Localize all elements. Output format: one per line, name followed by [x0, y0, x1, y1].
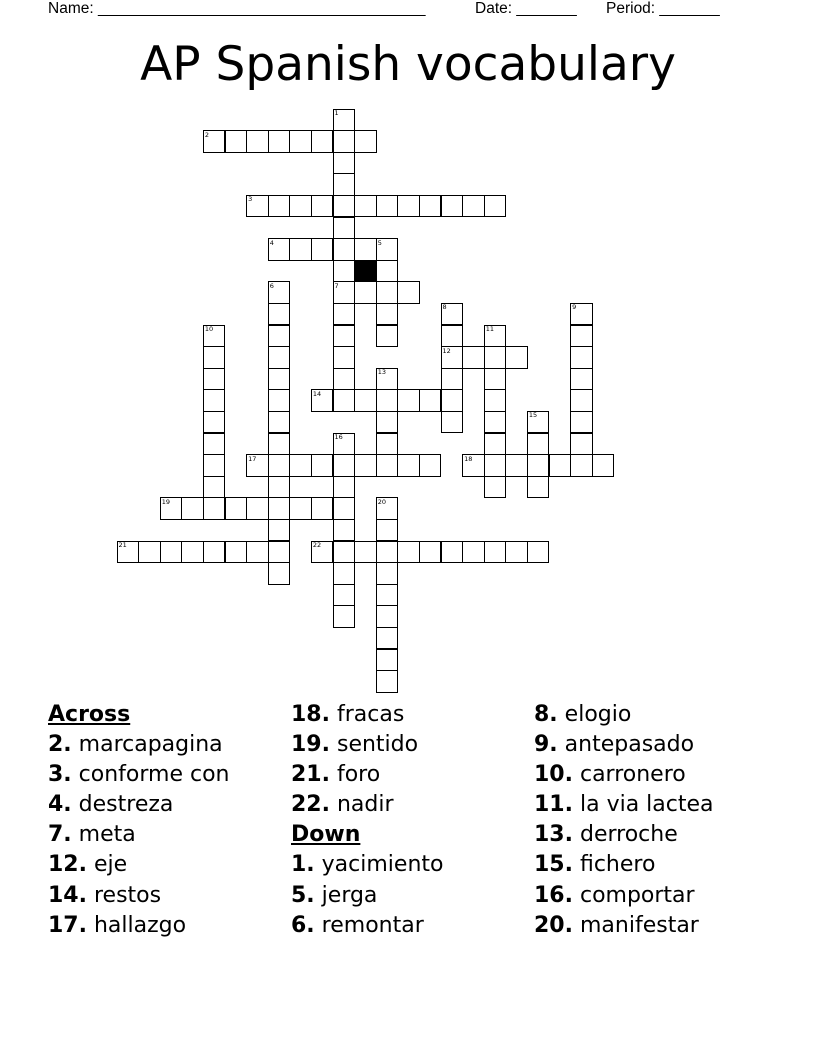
crossword-cell[interactable] — [376, 433, 399, 456]
clue-heading-line — [291, 820, 443, 850]
clue-number: 4 — [269, 238, 274, 247]
crossword-cell[interactable] — [570, 325, 593, 348]
crossword-cell[interactable] — [333, 562, 356, 585]
crossword-cell[interactable] — [419, 541, 442, 564]
crossword-cell[interactable] — [376, 195, 399, 218]
crossword-cell[interactable] — [484, 454, 507, 477]
clue-item-text: meta — [71, 822, 136, 848]
crossword-cell[interactable] — [333, 325, 356, 348]
crossword-cell[interactable] — [333, 389, 356, 412]
clue-item-number: 10. — [534, 762, 573, 788]
clue-number: 21 — [118, 541, 127, 549]
clue-item — [291, 881, 443, 911]
clue-item — [534, 760, 714, 790]
clue-item-number: 18. — [291, 702, 330, 727]
crossword-cell[interactable] — [505, 346, 528, 369]
clue-number: 8 — [442, 303, 447, 312]
crossword-cell[interactable] — [225, 541, 248, 564]
crossword-cell[interactable] — [505, 541, 528, 564]
clue-item-number: 4. — [48, 792, 72, 818]
clue-item-text: yacimiento — [314, 852, 444, 878]
crossword-cell[interactable] — [268, 346, 291, 369]
crossword-cell[interactable] — [441, 411, 464, 434]
crossword-cell[interactable] — [354, 281, 377, 304]
crossword-cell[interactable] — [333, 368, 356, 391]
clue-item-text: conforme con — [71, 762, 230, 788]
crossword-cell[interactable] — [354, 130, 377, 153]
crossword-cell[interactable] — [333, 260, 356, 283]
clue-item — [534, 911, 714, 941]
clue-item-text: antepasado — [557, 732, 695, 758]
crossword-cell[interactable] — [333, 541, 356, 564]
crossword-cell[interactable] — [333, 195, 356, 218]
clue-item-text: hallazgo — [86, 912, 187, 938]
crossword-cell[interactable] — [376, 411, 399, 434]
clue-item-text: remontar — [314, 912, 424, 938]
clue-item-number: 2. — [48, 732, 72, 758]
crossword-cell[interactable] — [268, 368, 291, 391]
crossword-cell[interactable] — [441, 195, 464, 218]
clue-item-text: carronero — [572, 762, 686, 788]
clue-item-text: la via lactea — [572, 792, 714, 818]
crossword-cell[interactable] — [268, 195, 291, 218]
clue-column-3 — [534, 700, 714, 941]
crossword-cell[interactable] — [333, 454, 356, 477]
crossword-cell[interactable] — [268, 433, 291, 456]
crossword-cell[interactable] — [333, 173, 356, 196]
clue-item — [291, 911, 443, 941]
crossword-cell[interactable] — [527, 476, 550, 499]
crossword-cell[interactable] — [462, 346, 485, 369]
crossword-cell[interactable] — [246, 541, 269, 564]
crossword-cell[interactable] — [397, 389, 420, 412]
clue-number: 14 — [312, 389, 322, 398]
crossword-cell[interactable] — [397, 281, 420, 304]
clue-number: 16 — [334, 433, 343, 441]
crossword-cell[interactable] — [203, 389, 226, 412]
clue-number: 18 — [464, 454, 473, 463]
crossword-cell[interactable] — [527, 454, 550, 477]
clue-item — [48, 820, 230, 850]
crossword-cell[interactable] — [376, 454, 399, 477]
crossword-cell[interactable] — [484, 389, 507, 412]
clue-item-number: 6. — [291, 912, 315, 938]
crossword-cell[interactable] — [397, 195, 420, 218]
crossword-cell[interactable] — [462, 195, 485, 218]
crossword-cell[interactable] — [333, 476, 356, 499]
clue-item-text: sentido — [329, 732, 419, 758]
clue-item — [291, 790, 443, 820]
clue-item — [48, 850, 230, 880]
crossword-cell[interactable] — [268, 303, 291, 326]
clue-column-1 — [48, 700, 230, 941]
crossword-cell[interactable] — [570, 346, 593, 369]
crossword-cell[interactable] — [419, 389, 442, 412]
crossword-cell[interactable] — [203, 433, 226, 456]
crossword-cell[interactable] — [376, 519, 399, 542]
crossword-cell[interactable] — [203, 497, 226, 520]
crossword-cell[interactable] — [268, 325, 291, 348]
crossword-cell[interactable] — [333, 152, 356, 175]
crossword-cell[interactable] — [527, 541, 550, 564]
clue-number: 3 — [248, 195, 253, 204]
clue-item — [534, 850, 714, 880]
clue-item-text: jerga — [314, 882, 378, 908]
crossword-cell[interactable] — [549, 454, 572, 477]
clue-number: 1 — [334, 109, 339, 117]
crossword-cell[interactable] — [203, 368, 226, 391]
crossword-cell[interactable] — [505, 454, 528, 477]
crossword-cell[interactable] — [203, 476, 226, 499]
crossword-cell[interactable] — [203, 346, 226, 369]
clue-item — [534, 881, 714, 911]
clue-number: 7 — [334, 281, 339, 290]
crossword-cell[interactable] — [203, 541, 226, 564]
clue-item-text: foro — [329, 762, 381, 788]
crossword-cell[interactable] — [333, 238, 356, 261]
crossword-cell[interactable] — [289, 130, 312, 153]
clue-item-number: 7. — [48, 822, 72, 848]
clue-item-number: 17. — [48, 912, 87, 938]
clue-item-number: 19. — [291, 732, 330, 758]
crossword-cell[interactable] — [203, 411, 226, 434]
clue-number: 20 — [377, 497, 386, 506]
clue-heading-line — [48, 700, 230, 730]
clue-item-number: 11. — [534, 792, 573, 818]
clue-item-number: 14. — [48, 882, 87, 908]
crossword-cell[interactable] — [225, 497, 248, 520]
clue-number: 15 — [528, 411, 538, 420]
clue-number: 19 — [161, 497, 170, 506]
crossword-cell[interactable] — [484, 433, 507, 456]
crossword-cell[interactable] — [570, 454, 593, 477]
crossword-cell[interactable] — [592, 454, 615, 477]
crossword-cell[interactable] — [354, 238, 377, 261]
crossword-cell[interactable] — [246, 130, 269, 153]
clue-item-text: fracas — [329, 702, 405, 727]
crossword-cell[interactable] — [289, 454, 312, 477]
crossword-cell[interactable] — [354, 454, 377, 477]
crossword-cell[interactable] — [376, 562, 399, 585]
crossword-cell[interactable] — [376, 649, 399, 672]
crossword-cell[interactable] — [225, 130, 248, 153]
crossword-cell[interactable] — [268, 519, 291, 542]
crossword-cell[interactable] — [570, 433, 593, 456]
clue-item — [48, 790, 230, 820]
clue-number: 12 — [442, 346, 451, 355]
clue-item-number: 3. — [48, 762, 72, 788]
crossword-cell[interactable] — [333, 605, 356, 628]
clue-item-number: 13. — [534, 822, 573, 848]
clue-number: 13 — [377, 368, 386, 377]
clue-item-number: 22. — [291, 792, 330, 818]
crossword-cell[interactable] — [484, 195, 507, 218]
crossword-cell[interactable] — [268, 389, 291, 412]
clue-number: 22 — [312, 541, 322, 549]
crossword-cell[interactable] — [441, 368, 464, 391]
crossword-cell[interactable] — [570, 411, 593, 434]
clue-item-number: 20. — [534, 912, 573, 938]
clue-item-text: destreza — [71, 792, 174, 818]
date-field-label: Date: _______ — [475, 0, 577, 17]
clue-item — [48, 881, 230, 911]
crossword-cell[interactable] — [354, 541, 377, 564]
name-field-label: Name: ______________________________________ — [48, 0, 426, 17]
clue-number: 17 — [248, 454, 257, 463]
clue-item-number: 9. — [534, 732, 558, 758]
crossword-cell[interactable] — [441, 325, 464, 348]
clue-item-number: 15. — [534, 852, 573, 878]
crossword-cell[interactable] — [354, 195, 377, 218]
clue-item-text: nadir — [329, 792, 394, 818]
clue-number: 11 — [485, 325, 494, 333]
crossword-cell[interactable] — [376, 303, 399, 326]
crossword-cell[interactable] — [311, 195, 334, 218]
clue-item — [48, 911, 230, 941]
crossword-cell[interactable] — [570, 368, 593, 391]
crossword-cell[interactable] — [203, 454, 226, 477]
clue-item — [48, 760, 230, 790]
crossword-cell[interactable] — [333, 303, 356, 326]
clue-item — [534, 790, 714, 820]
crossword-cell[interactable] — [570, 389, 593, 412]
clue-item-text: comportar — [572, 882, 695, 908]
clue-item-number: 1. — [291, 852, 315, 878]
clue-number: 9 — [572, 303, 577, 312]
clue-column-2 — [291, 700, 443, 941]
crossword-cell[interactable] — [376, 389, 399, 412]
crossword-cell[interactable] — [333, 497, 356, 520]
crossword-cell[interactable] — [397, 541, 420, 564]
crossword-cell[interactable] — [181, 541, 204, 564]
crossword-cell[interactable] — [376, 605, 399, 628]
crossword-cell[interactable] — [484, 476, 507, 499]
crossword-cell[interactable] — [376, 541, 399, 564]
clue-number: 10 — [204, 325, 214, 333]
crossword-cell[interactable] — [289, 238, 312, 261]
clue-item-number: 21. — [291, 762, 330, 788]
crossword-cell[interactable] — [138, 541, 161, 564]
crossword-cell[interactable] — [376, 670, 399, 693]
crossword-cell[interactable] — [376, 627, 399, 650]
crossword-cell[interactable] — [333, 519, 356, 542]
crossword-cell[interactable] — [484, 368, 507, 391]
crossword-cell[interactable] — [268, 454, 291, 477]
crossword-cell[interactable] — [268, 497, 291, 520]
crossword-cell[interactable] — [419, 454, 442, 477]
crossword-cell[interactable] — [484, 541, 507, 564]
clue-item-text: elogio — [557, 702, 632, 727]
crossword-cell[interactable] — [462, 541, 485, 564]
clue-item — [534, 730, 714, 760]
crossword-cell[interactable] — [441, 389, 464, 412]
clue-item-number: 5. — [291, 882, 315, 908]
crossword-cell[interactable] — [333, 346, 356, 369]
crossword-cell[interactable] — [181, 497, 204, 520]
clue-item — [534, 700, 714, 730]
crossword-cell[interactable] — [333, 217, 356, 240]
clue-item-text: eje — [86, 852, 128, 878]
crossword-cell[interactable] — [311, 454, 334, 477]
clue-number: 6 — [269, 281, 274, 290]
crossword-cell[interactable] — [246, 497, 269, 520]
clue-item-text: manifestar — [572, 912, 699, 938]
crossword-cell[interactable] — [354, 389, 377, 412]
crossword-cell[interactable] — [397, 454, 420, 477]
crossword-cell[interactable] — [268, 541, 291, 564]
clue-item-text: restos — [86, 882, 162, 908]
crossword-cell[interactable] — [311, 130, 334, 153]
clue-item-number: 8. — [534, 702, 558, 727]
crossword-black-cell — [354, 260, 377, 283]
crossword-cell[interactable] — [376, 260, 399, 283]
crossword-cell[interactable] — [289, 195, 312, 218]
crossword-cell[interactable] — [527, 433, 550, 456]
clue-item — [291, 700, 443, 730]
crossword-cell[interactable] — [311, 497, 334, 520]
crossword-cell[interactable] — [376, 584, 399, 607]
clue-item-text: fichero — [572, 852, 656, 878]
crossword-cell[interactable] — [333, 584, 356, 607]
down-heading: Down — [291, 822, 361, 848]
clue-number: 5 — [377, 238, 382, 247]
crossword-cell[interactable] — [484, 411, 507, 434]
page-title: AP Spanish vocabulary — [140, 37, 676, 92]
across-heading: Across — [48, 702, 131, 727]
clue-item-text: derroche — [572, 822, 678, 848]
crossword-cell[interactable] — [268, 476, 291, 499]
crossword-cell[interactable] — [419, 195, 442, 218]
clue-item — [534, 820, 714, 850]
crossword-cell[interactable] — [268, 411, 291, 434]
crossword-cell[interactable] — [268, 130, 291, 153]
crossword-cell[interactable] — [160, 541, 183, 564]
clue-item-number: 16. — [534, 882, 573, 908]
crossword-cell[interactable] — [333, 130, 356, 153]
clue-item — [291, 730, 443, 760]
clue-item-number: 12. — [48, 852, 87, 878]
crossword-cell[interactable] — [289, 497, 312, 520]
crossword-cell[interactable] — [441, 541, 464, 564]
crossword-cell[interactable] — [268, 562, 291, 585]
crossword-cell[interactable] — [311, 238, 334, 261]
clue-item — [48, 730, 230, 760]
crossword-cell[interactable] — [376, 325, 399, 348]
clue-item — [291, 760, 443, 790]
crossword-cell[interactable] — [484, 346, 507, 369]
period-field-label: Period: _______ — [606, 0, 720, 17]
clue-item — [291, 850, 443, 880]
clue-number: 2 — [204, 130, 210, 139]
clue-item-text: marcapagina — [71, 732, 223, 758]
crossword-cell[interactable] — [376, 281, 399, 304]
